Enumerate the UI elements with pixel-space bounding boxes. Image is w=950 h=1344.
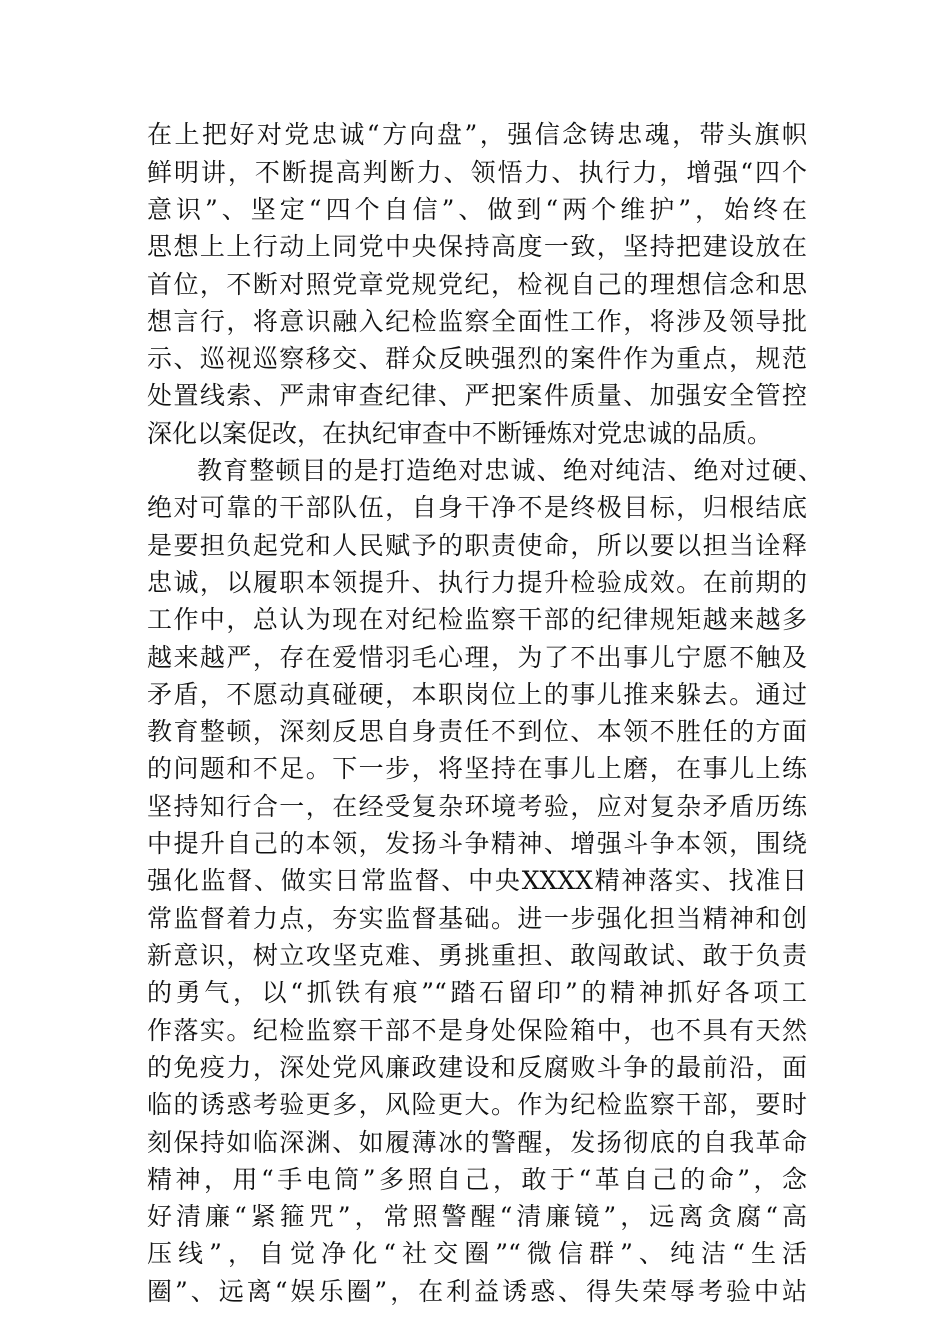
text-line: 教育整顿，深刻反思自身责任不到位、本领不胜任的方面 — [147, 717, 807, 746]
text-line: 意识”、坚定“四个自信”、做到“两个维护”，始终在 — [147, 195, 807, 224]
text-line: 在上把好对党忠诚“方向盘”，强信念铸忠魂，带头旗帜 — [147, 120, 807, 149]
text-line: 好清廉“紧箍咒”，常照警醒“清廉镜”，远离贪腐“高 — [147, 1202, 807, 1231]
text-line: 的免疫力，深处党风廉政建设和反腐败斗争的最前沿，面 — [147, 1053, 807, 1082]
text-line: 坚持知行合一，在经受复杂环境考验，应对复杂矛盾历练 — [147, 792, 807, 821]
text-line: 作落实。纪检监察干部不是身处保险箱中，也不具有天然 — [147, 1016, 807, 1045]
text-line: 的问题和不足。下一步，将坚持在事儿上磨，在事儿上练 — [147, 754, 807, 783]
text-line: 新意识，树立攻坚克难、勇挑重担、敢闯敢试、敢于负责 — [147, 941, 807, 970]
text-line: 临的诱惑考验更多，风险更大。作为纪检监察干部，要时 — [147, 1090, 807, 1119]
text-line: 示、巡视巡察移交、群众反映强烈的案件作为重点，规范 — [147, 344, 807, 373]
text-line: 是要担负起党和人民赋予的职责使命，所以要以担当诠释 — [147, 531, 807, 560]
text-line: 中提升自己的本领，发扬斗争精神、增强斗争本领，围绕 — [147, 829, 807, 858]
text-line: 处置线索、严肃审查纪律、严把案件质量、加强安全管控 — [147, 381, 807, 410]
text-line: 圈”、远离“娱乐圈”，在利益诱惑、得失荣辱考验中站 — [147, 1277, 807, 1306]
text-line: 刻保持如临深渊、如履薄冰的警醒，发扬彻底的自我革命 — [147, 1128, 807, 1157]
text-line: 首位，不断对照党章党规党纪，检视自己的理想信念和思 — [147, 270, 807, 299]
text-line: 鲜明讲，不断提高判断力、领悟力、执行力，增强“四个 — [147, 158, 807, 187]
text-line: 深化以案促改，在执纪审查中不断锤炼对党忠诚的品质。 — [147, 419, 773, 448]
paragraph-first-line: 教育整顿目的是打造绝对忠诚、绝对纯洁、绝对过硬、 — [197, 456, 823, 485]
text-line: 的勇气，以“抓铁有痕”“踏石留印”的精神抓好各项工 — [147, 978, 807, 1007]
text-line: 精神，用“手电筒”多照自己，敢于“革自己的命”，念 — [147, 1165, 807, 1194]
text-line: 想言行，将意识融入纪检监察全面性工作，将涉及领导批 — [147, 307, 807, 336]
text-line: 矛盾，不愿动真碰硬，本职岗位上的事儿推来躲去。通过 — [147, 680, 807, 709]
text-line: 忠诚，以履职本领提升、执行力提升检验成效。在前期的 — [147, 568, 807, 597]
text-line: 常监督着力点，夯实监督基础。进一步强化担当精神和创 — [147, 904, 807, 933]
text-line: 强化监督、做实日常监督、中央XXXX精神落实、找准日 — [147, 866, 807, 895]
text-line: 压线”，自觉净化“社交圈”“微信群”、纯洁“生活 — [147, 1239, 807, 1268]
text-line: 思想上上行动上同党中央保持高度一致，坚持把建设放在 — [147, 232, 807, 261]
text-line: 工作中，总认为现在对纪检监察干部的纪律规矩越来越多 — [147, 605, 807, 634]
text-line: 绝对可靠的干部队伍，自身干净不是终极目标，归根结底 — [147, 493, 807, 522]
text-line: 越来越严，存在爱惜羽毛心理，为了不出事儿宁愿不触及 — [147, 643, 807, 672]
